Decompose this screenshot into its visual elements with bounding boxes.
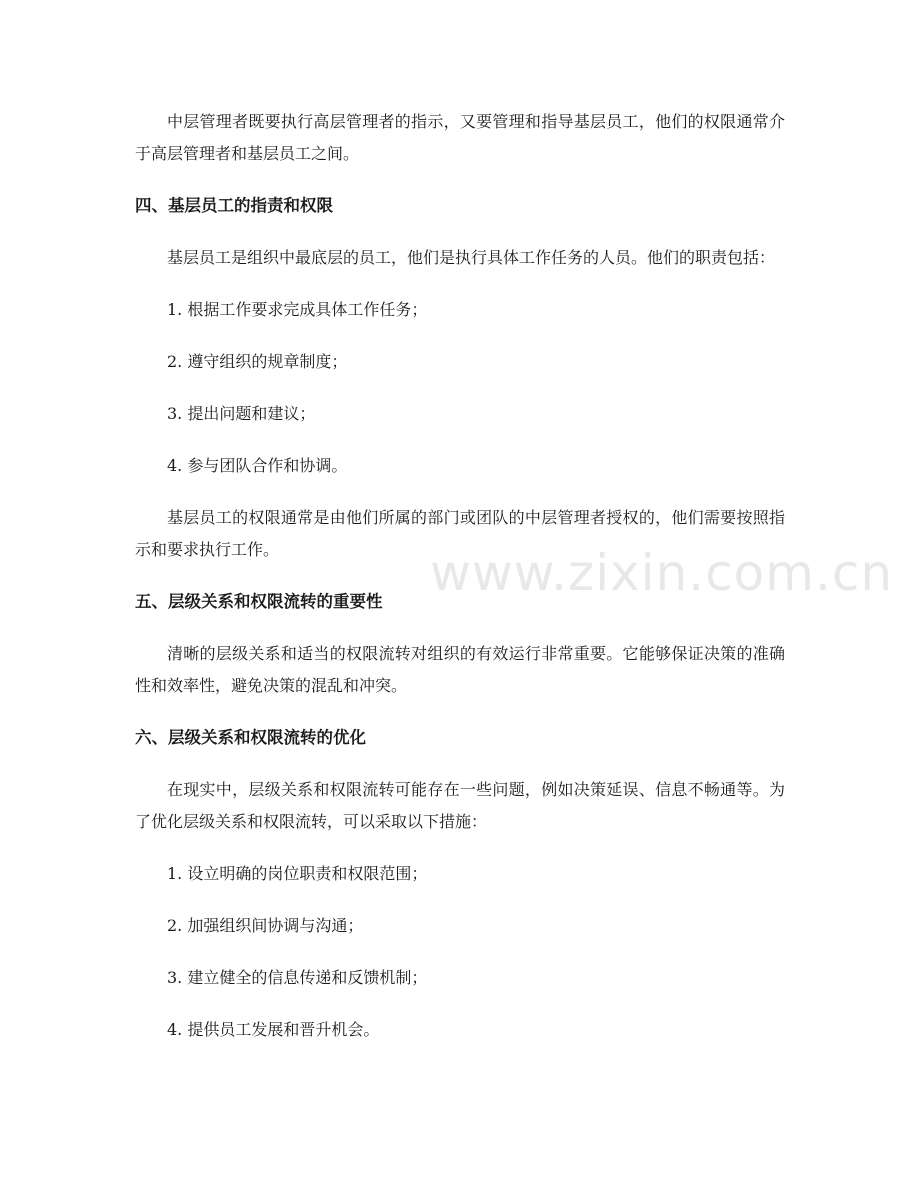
list-item: 4. 参与团队合作和协调。 [167,456,348,475]
list-item: 3. 提出问题和建议； [167,404,316,423]
paragraph: 在现实中，层级关系和权限流转可能存在一些问题，例如决策延误、信息不畅通等。为了优化层级关系和权限流转，可以采取以下措施： [135,780,785,831]
section-heading: 六、层级关系和权限流转的优化 [135,728,366,747]
document-body [135,106,785,1066]
list-item: 2. 遵守组织的规章制度； [167,352,348,371]
paragraph: 基层员工是组织中最底层的员工，他们是执行具体工作任务的人员。他们的职责包括： [167,248,776,267]
section-heading: 四、基层员工的指责和权限 [135,196,333,215]
paragraph: 中层管理者既要执行高层管理者的指示，又要管理和指导基层员工，他们的权限通常介于高层管理者和基层员工之间。 [135,112,785,163]
section-heading: 五、层级关系和权限流转的重要性 [135,592,383,611]
paragraph: 清晰的层级关系和适当的权限流转对组织的有效运行非常重要。它能够保证决策的准确性和效率性，避免决策的混乱和冲突。 [135,644,785,695]
list-item: 1. 根据工作要求完成具体工作任务； [167,300,428,319]
list-item: 3. 建立健全的信息传递和反馈机制； [167,968,428,987]
list-item: 1. 设立明确的岗位职责和权限范围； [167,864,428,883]
list-item: 4. 提供员工发展和晋升机会。 [167,1020,380,1039]
watermark: www.zixin.com.cn [430,544,894,602]
list-item: 2. 加强组织间协调与沟通； [167,916,364,935]
paragraph: 基层员工的权限通常是由他们所属的部门或团队的中层管理者授权的，他们需要按照指示和要求执行工作。 [135,508,785,559]
